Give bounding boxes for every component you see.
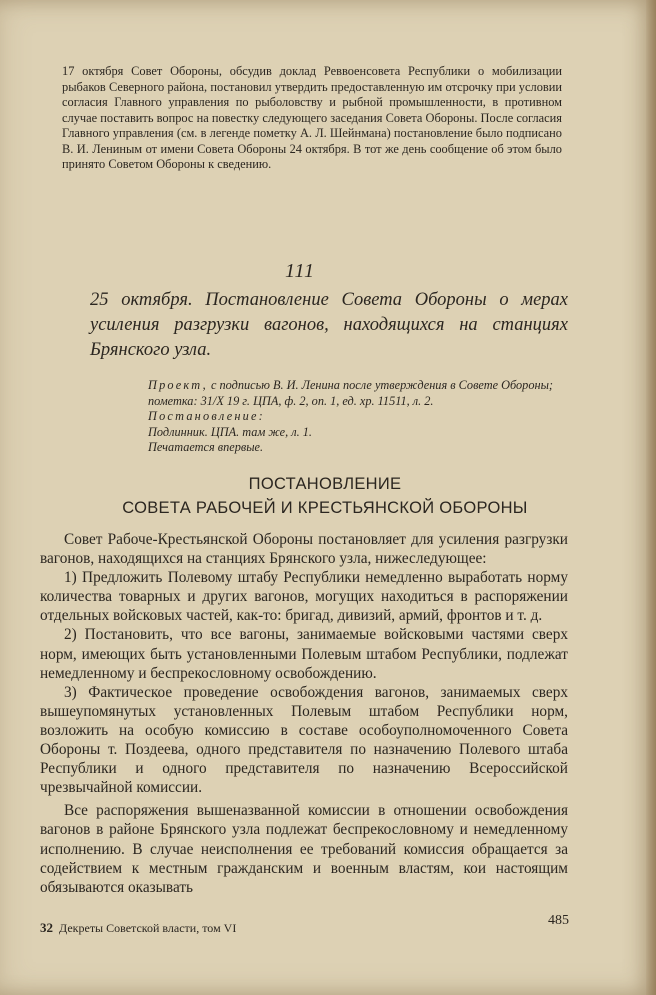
body-paragraph: 2) Постановить, что все вагоны, занимаемые войсковыми частями сверх норм, имеющих быть установленными Полевым штабом Республики, подлежат немедленному и беспрекословному освобождению. — [40, 626, 568, 682]
printer-signature — [40, 920, 236, 936]
source-note-draft-text: с подписью В. И. Ленина после утверждения в Совете Обороны; пометка: 31/X 19 г. ЦПА, ф. 2, оп. 1, ед. хр. 11511, л. 2. — [148, 378, 553, 408]
source-note-line-draft — [148, 378, 568, 409]
page-fold-shadow — [646, 0, 656, 995]
resolution-heading-line2: СОВЕТА РАБОЧЕЙ И КРЕСТЬЯНСКОЙ ОБОРОНЫ — [122, 499, 528, 517]
body-paragraph: 1) Предложить Полевому штабу Республики немедленно выработать норму количества товарных и других вагонов, могущих находиться в распоряжении отдельных войсковых частей, как-то: бригад, дивизий, армий, фронтов и т. д. — [40, 569, 568, 625]
body-paragraph: Все распоряжения вышеназванной комиссии в отношении освобождения вагонов в районе Брянского узла подлежат беспрекословному и немедленному исполнению. В случае неисполнения ее требований комиссия обращается за содействием к местным гражданским и военным властям, кои настоящим обязываются оказывать — [40, 802, 568, 896]
source-note — [148, 378, 568, 456]
source-note-draft-label: Проект, — [148, 378, 208, 392]
source-note-resolution-label: Постановление: — [148, 409, 265, 424]
resolution-body — [40, 530, 568, 897]
source-note-first-print: Печатается впервые. — [148, 440, 264, 455]
body-paragraph: 3) Фактическое проведение освобождения вагонов, занимаемых сверх вышеупомянутых установленных Полевым штабом Республики норм, возложить на особую комиссию в составе особоуполномоченного Совета Обороны т. Поздеева, одного представителя по назначению Полевого штаба Республики и одного представителя по назначению Всероссийской чрезвычайной комиссии. — [40, 683, 568, 797]
signature-number: 32 — [40, 920, 53, 935]
signature-text: Декреты Советской власти, том VI — [59, 921, 237, 935]
resolution-heading-line1: ПОСТАНОВЛЕНИЕ — [248, 475, 402, 493]
body-paragraph: Совет Рабоче-Крестьянской Обороны постановляет для усиления разгрузки вагонов, находящихся на станциях Брянского узла, нижеследующее: — [40, 531, 568, 568]
document-number: 111 — [284, 260, 316, 282]
source-note-original: Подлинник. ЦПА. там же, л. 1. — [148, 424, 312, 439]
intro-paragraph: 17 октября Совет Обороны, обсудив доклад Реввоенсовета Республики о мобилизации рыбаков Северного района, постановил утвердить предоставленную им отсрочку при условии согласия Главного управления по рыболовству и рыбной промышленности, в противном случае поставить вопрос на повестку следующего заседания Совета Обороны. После согласия Главного управления (см. в легенде пометку А. Л. Шейнмана) постановление было подписано В. И. Лениным от имени Совета Обороны 24 октября. В тот же день сообщение об этом было принято Советом Обороны к сведению. — [62, 64, 562, 171]
page-number: 485 — [548, 913, 569, 928]
document-title: 25 октября. Постановление Совета Обороны о мерах усиления разгрузки вагонов, находящихся на станциях Брянского узла. — [90, 290, 568, 360]
resolution-heading — [40, 472, 610, 520]
